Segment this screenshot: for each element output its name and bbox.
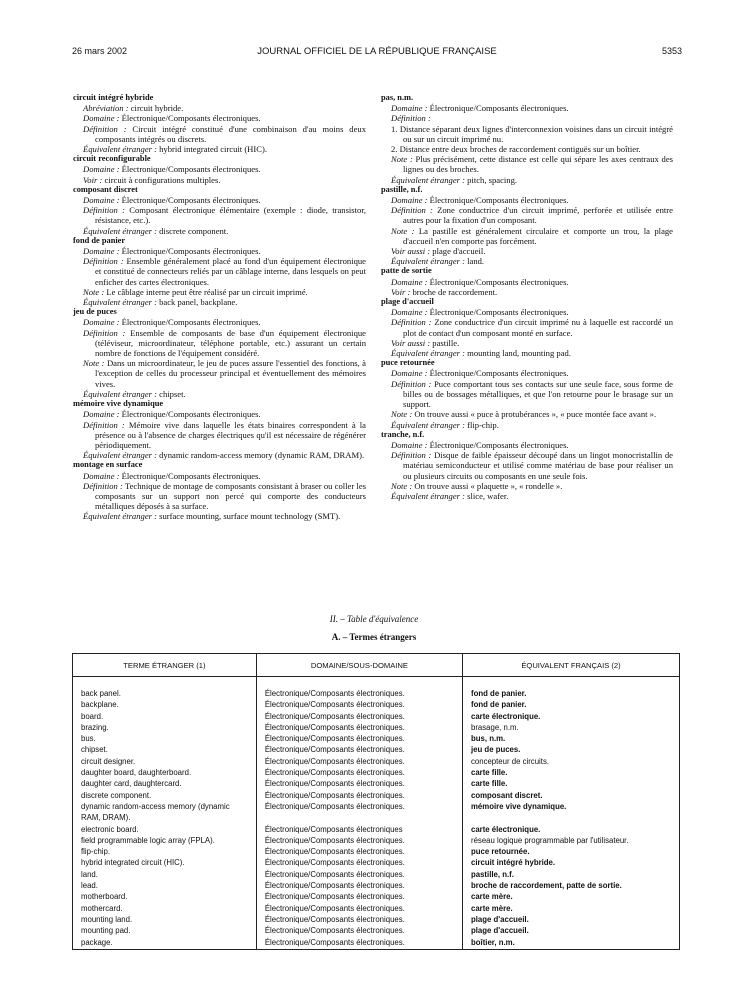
entry-field-equivalent [381, 175, 673, 185]
entry-term: fond de panier [73, 235, 126, 245]
field-label: Définition : [83, 327, 126, 338]
french-equivalent-cell: carte électronique. [463, 712, 680, 723]
table-bottom-row [73, 949, 680, 950]
table-row [73, 734, 680, 745]
french-equivalent-cell: boîtier, n.m. [463, 938, 680, 949]
french-equivalent-cell: carte électronique. [463, 825, 680, 836]
foreign-term-cell: backplane. [73, 700, 257, 711]
french-equivalent-cell: bus, n.m. [463, 734, 680, 745]
header-date: 26 mars 2002 [72, 46, 128, 56]
entry-field [73, 511, 366, 521]
field-text: Électronique/Composants électroniques. [427, 195, 569, 206]
field-text: Le câblage interne peut être réalisé par un circuit imprimé. [104, 286, 308, 297]
right-column-entries [381, 185, 673, 501]
field-label: Voir aussi : [391, 246, 431, 257]
french-equivalent-cell: carte mère. [463, 904, 680, 915]
dictionary-entry [381, 266, 673, 297]
entry-term: mémoire vive dynamique [73, 399, 164, 409]
dictionary-entry [73, 399, 366, 460]
spacer-cell [256, 677, 462, 690]
field-text: Électronique/Composants électroniques. [119, 195, 261, 206]
field-text: Disque de faible épaisseur découpé dans un lingot monocristallin de matériau semiconducteur et utilisé comme matériau de base pour réaliser un ou plusieurs circuits ou composants en une seule fois. [403, 450, 673, 481]
field-label: Équivalent étranger : [83, 450, 157, 461]
entry-term: jeu de puces [73, 307, 117, 317]
table-row [73, 847, 680, 858]
domain-cell: Électronique/Composants électroniques. [256, 858, 462, 869]
field-text: Électronique/Composants électroniques. [427, 103, 569, 114]
french-equivalent-cell: carte mère. [463, 892, 680, 903]
entry-field [73, 328, 366, 359]
field-text: Électronique/Composants électroniques. [119, 164, 261, 175]
entry-field [381, 317, 673, 337]
entry-field [381, 481, 673, 491]
domain-cell: Électronique/Composants électroniques. [256, 836, 462, 847]
foreign-term-cell: package. [73, 938, 257, 949]
foreign-term-cell: discrete component. [73, 791, 257, 802]
foreign-term-cell: motherboard. [73, 892, 257, 903]
entry-field [73, 144, 366, 154]
dictionary-entry [381, 185, 673, 267]
entry-field [73, 471, 366, 481]
field-text: pastille. [430, 337, 460, 348]
definition-item-1: 1. Distance séparant deux lignes d'interconnexion voisines dans un circuit intégré ou sur un circuit imprimé nu. [391, 123, 673, 144]
table-row [73, 779, 680, 790]
foreign-term-cell: flip-chip. [73, 847, 257, 858]
field-text: Zone conductrice d'un circuit imprimé nu à laquelle est raccordé un plot de contact d'un composant monté en surface. [403, 317, 673, 338]
foreign-term-cell: board. [73, 712, 257, 723]
entry-field [73, 124, 366, 144]
domain-cell: Électronique/Composants électroniques. [256, 757, 462, 768]
entry-field [73, 226, 366, 236]
field-text: On trouve aussi « puce à protubérances », « puce montée face avant ». [412, 409, 657, 420]
field-label: Domaine : [83, 113, 120, 124]
table-bottom-cell [463, 949, 680, 950]
entry-field [73, 317, 366, 327]
field-text: Zone conductrice d'un circuit imprimé, perforée et utilisée entre autres pour la fixation d'un composant. [403, 205, 673, 226]
field-label: Équivalent étranger : [83, 297, 157, 308]
domain-cell: Électronique/Composants électroniques. [256, 689, 462, 700]
domain-cell: Électronique/Composants électroniques. [256, 768, 462, 779]
domain-cell: Électronique/Composants électroniques. [256, 791, 462, 802]
field-text: On trouve aussi « plaquette », « rondelle ». [412, 480, 563, 491]
entry-field [381, 379, 673, 410]
field-label: Abréviation : [83, 103, 129, 114]
field-text: Ensemble de composants de base d'un équipement électronique (téléviseur, microordinateur, téléphone portable, etc.) assurant un certain nombre de fonctions de l'équipement considéré. [95, 327, 366, 359]
entry-field [381, 205, 673, 225]
field-label: Équivalent étranger : [83, 511, 157, 522]
foreign-term-cell: electronic board. [73, 825, 257, 836]
entry-term: patte de sortie [381, 266, 432, 276]
column-header-foreign-term: TERME ÉTRANGER (1) [73, 654, 257, 677]
field-label: Équivalent étranger : [391, 174, 465, 185]
field-text: plage d'accueil. [430, 246, 486, 257]
entry-field [73, 256, 366, 287]
dictionary-entry [381, 430, 673, 501]
field-label: Définition : [391, 378, 432, 389]
dictionary-entry [381, 297, 673, 358]
header-page-number: 5353 [661, 46, 682, 56]
dictionary-entry [73, 93, 366, 154]
foreign-term-cell: daughter card, daughtercard. [73, 779, 257, 790]
domain-cell: Électronique/Composants électroniques. [256, 779, 462, 790]
dictionary-entry [73, 236, 366, 307]
table-row [73, 938, 680, 949]
entry-field [381, 409, 673, 419]
domain-cell: Électronique/Composants électroniques. [256, 734, 462, 745]
entry-term: circuit intégré hybride [73, 93, 154, 102]
table-row [73, 700, 680, 711]
field-label: Équivalent étranger : [391, 348, 465, 359]
entry-field-note [381, 154, 673, 174]
domain-cell: Électronique/Composants électroniques. [256, 892, 462, 903]
field-text: Électronique/Composants électroniques. [119, 409, 261, 420]
field-label: Voir : [83, 174, 103, 185]
table-row [73, 825, 680, 836]
field-text: surface mounting, surface mount technology (SMT). [156, 511, 341, 522]
section-title [0, 614, 748, 624]
field-label: Voir : [391, 286, 411, 297]
field-label: Note : [391, 480, 413, 491]
entry-term: pastille, n.f. [381, 184, 423, 194]
field-text: Électronique/Composants électroniques. [119, 113, 261, 124]
domain-cell: Électronique/Composants électroniques. [256, 938, 462, 949]
field-text: Puce comportant tous ses contacts sur une seule face, sous forme de billes ou de bossages métalliques, et que l'on retourne pour le brasage sur un support. [403, 378, 673, 410]
field-label: Note : [83, 358, 105, 369]
table-row [73, 802, 680, 813]
entry-field [73, 420, 366, 451]
foreign-term-cell: back panel. [73, 689, 257, 700]
foreign-term-cell: bus. [73, 734, 257, 745]
entry-field [73, 358, 366, 389]
entry-field [73, 389, 366, 399]
entry-field [381, 195, 673, 205]
table-row [73, 836, 680, 847]
header-journal-title: JOURNAL OFFICIEL DE LA RÉPUBLIQUE FRANÇAISE [257, 46, 497, 57]
entry-field [381, 348, 673, 358]
field-label: Domaine : [391, 195, 428, 206]
definition-label: Définition : [391, 113, 431, 124]
table-body [73, 677, 680, 950]
domain-cell: Électronique/Composants électroniques. [256, 802, 462, 813]
domain-cell: Électronique/Composants électroniques. [256, 915, 462, 926]
field-label: Équivalent étranger : [391, 419, 465, 430]
table-row [73, 892, 680, 903]
table-row [73, 757, 680, 768]
entry-field [73, 175, 366, 185]
field-text: Dans un microordinateur, le jeu de puces assure l'essentiel des fonctions, à l'exception de celles du processeur principal et éventuellement des mémoires vives. [95, 358, 366, 389]
field-label: Domaine : [391, 368, 428, 379]
field-label: Domaine : [83, 164, 120, 175]
dictionary-entry [73, 154, 366, 185]
entry-field [381, 226, 673, 246]
entry-field-domain [381, 103, 673, 113]
foreign-term-cell: mounting pad. [73, 926, 257, 937]
field-text: Électronique/Composants électroniques. [119, 317, 261, 328]
entry-field [73, 287, 366, 297]
field-text: Composant électronique élémentaire (exemple : diode, transistor, résistance, etc.). [95, 205, 366, 226]
table-row [73, 870, 680, 881]
field-text: Mémoire vive dans laquelle les états binaires correspondent à la présence ou à l'absence de charges électriques qu'il est nécessaire de régénérer périodiquement. [95, 419, 366, 450]
foreign-term-cell: lead. [73, 881, 257, 892]
field-text: pitch, spacing. [464, 174, 518, 185]
left-column [73, 93, 366, 522]
field-label: Domaine : [83, 195, 120, 206]
entry-field [73, 113, 366, 123]
field-text: Électronique/Composants électroniques. [427, 368, 569, 379]
table-row [73, 723, 680, 734]
entry-field [381, 420, 673, 430]
entry-field [73, 297, 366, 307]
foreign-term-cell: RAM, DRAM). [73, 813, 257, 824]
entry-field [73, 450, 366, 460]
field-text: Ensemble généralement placé au fond d'un équipement électronique et constitué de connecteurs reliés par un câblage interne, dans lesquels on peut enficher des cartes électroniques. [95, 256, 366, 287]
french-equivalent-cell: réseau logique programmable par l'utilisateur. [463, 836, 680, 847]
french-equivalent-cell: concepteur de circuits. [463, 757, 680, 768]
foreign-term-cell: land. [73, 870, 257, 881]
french-equivalent-cell: puce retournée. [463, 847, 680, 858]
field-text: Électronique/Composants électroniques. [119, 470, 261, 481]
entry-term: plage d'accueil [381, 297, 434, 307]
foreign-term-cell: dynamic random-access memory (dynamic [73, 802, 257, 813]
foreign-term-cell: mounting land. [73, 915, 257, 926]
domain-cell: Électronique/Composants électroniques. [256, 723, 462, 734]
foreign-term-cell: field programmable logic array (FPLA). [73, 836, 257, 847]
field-label: Équivalent étranger : [83, 225, 157, 236]
domain-cell: Électronique/Composants électroniques. [256, 881, 462, 892]
domain-cell [256, 813, 462, 824]
field-text: slice, wafer. [464, 490, 509, 501]
entry-field [73, 195, 366, 205]
table-spacer-row [73, 677, 680, 690]
french-equivalent-cell: carte fille. [463, 779, 680, 790]
table-row [73, 926, 680, 937]
entry-term: composant discret [73, 184, 138, 194]
foreign-term-cell: daughter board, daughterboard. [73, 768, 257, 779]
domain-cell: Électronique/Composants électroniques. [256, 870, 462, 881]
field-label: Domaine : [391, 439, 428, 450]
entry-field [73, 164, 366, 174]
table-row [73, 712, 680, 723]
field-label: Définition : [83, 123, 127, 134]
french-equivalent-cell: composant discret. [463, 791, 680, 802]
table-row [73, 904, 680, 915]
field-text: chipset. [156, 388, 186, 399]
domain-cell: Électronique/Composants électroniques. [256, 700, 462, 711]
foreign-term-cell: brazing. [73, 723, 257, 734]
french-equivalent-cell: mémoire vive dynamique. [463, 802, 680, 813]
field-text: mounting land, mounting pad. [464, 348, 571, 359]
table-row [73, 813, 680, 824]
foreign-term-cell: circuit designer. [73, 757, 257, 768]
entry-field [381, 491, 673, 501]
table-row [73, 791, 680, 802]
field-label: Définition : [391, 450, 432, 461]
dictionary-entry [381, 358, 673, 429]
field-text: flip-chip. [464, 419, 499, 430]
field-text: circuit à configurations multiples. [102, 174, 221, 185]
table-row [73, 768, 680, 779]
field-text: Électronique/Composants électroniques. [427, 307, 569, 318]
entry-field [381, 368, 673, 378]
field-text: Technique de montage de composants consistant à braser ou coller les composants sur un support non percé qui comporte des conducteurs métalliques déposés à sa surface. [95, 480, 366, 512]
entry-term: pas, n.m. [381, 93, 414, 102]
field-text: Électronique/Composants électroniques. [427, 276, 569, 287]
equivalence-table [72, 653, 680, 950]
entry-term: puce retournée [381, 358, 435, 368]
french-equivalent-cell [463, 813, 680, 824]
french-equivalent-cell: jeu de puces. [463, 745, 680, 756]
spacer-cell [463, 677, 680, 690]
french-equivalent-cell: carte fille. [463, 768, 680, 779]
field-label: Équivalent étranger : [391, 490, 465, 501]
field-label: Note : [391, 154, 413, 165]
field-label: Équivalent étranger : [83, 144, 157, 155]
section-subtitle: A. – Termes étrangers [331, 632, 417, 642]
table-row [73, 745, 680, 756]
field-label: Domaine : [83, 470, 120, 481]
field-text: La pastille est généralement circulaire et comporte un trou, la plage d'accueil n'en comporte pas forcément. [403, 225, 673, 246]
french-equivalent-cell: plage d'accueil. [463, 915, 680, 926]
entry-field [73, 205, 366, 225]
field-text: discrete component. [156, 225, 229, 236]
foreign-term-cell: mothercard. [73, 904, 257, 915]
field-label: Domaine : [391, 103, 428, 114]
table-bottom-cell [73, 949, 257, 950]
spacer-cell [73, 677, 257, 690]
field-label: Définition : [83, 256, 124, 267]
entry-field [381, 277, 673, 287]
entry-term: tranche, n.f. [381, 429, 425, 439]
entry-field [381, 246, 673, 256]
table-row [73, 915, 680, 926]
field-text: circuit hybride. [128, 103, 184, 114]
french-equivalent-cell: fond de panier. [463, 689, 680, 700]
field-label: Définition : [391, 317, 432, 328]
field-label: Définition : [83, 205, 125, 216]
entry-term: montage en surface [73, 460, 143, 470]
field-label: Équivalent étranger : [391, 256, 465, 267]
field-text: broche de raccordement. [410, 286, 498, 297]
french-equivalent-cell: fond de panier. [463, 700, 680, 711]
page-header [72, 46, 682, 60]
entry-pas [381, 93, 673, 185]
dictionary-entry [73, 307, 366, 399]
field-label: Définition : [83, 419, 125, 430]
domain-cell: Électronique/Composants électroniques. [256, 926, 462, 937]
field-text: Électronique/Composants électroniques. [119, 246, 261, 257]
entry-field [381, 307, 673, 317]
field-label: Note : [83, 286, 105, 297]
entry-field [73, 409, 366, 419]
field-text: dynamic random-access memory (dynamic RAM, DRAM). [156, 450, 365, 461]
entry-term: circuit reconfigurable [73, 154, 151, 164]
entry-field [73, 481, 366, 512]
dictionary-entry [73, 460, 366, 521]
table-row [73, 858, 680, 869]
field-label: Voir aussi : [391, 337, 431, 348]
field-label: Note : [391, 225, 415, 236]
right-column [381, 93, 673, 501]
french-equivalent-cell: pastille, n.f. [463, 870, 680, 881]
field-label: Définition : [83, 480, 123, 491]
field-label: Domaine : [83, 246, 120, 257]
field-text: Électronique/Composants électroniques. [427, 439, 569, 450]
foreign-term-cell: hybrid integrated circuit (HIC). [73, 858, 257, 869]
domain-cell: Électronique/Composants électroniques [256, 825, 462, 836]
entry-field [381, 287, 673, 297]
field-label: Équivalent étranger : [83, 388, 157, 399]
french-equivalent-cell: broche de raccordement, patte de sortie. [463, 881, 680, 892]
field-text: Plus précisément, cette distance est celle qui sépare les axes centraux des lignes ou des broches. [403, 154, 673, 175]
field-label: Domaine : [391, 276, 428, 287]
domain-cell: Électronique/Composants électroniques. [256, 712, 462, 723]
domain-cell: Électronique/Composants électroniques. [256, 745, 462, 756]
entry-field [381, 256, 673, 266]
table-row [73, 881, 680, 892]
french-equivalent-cell: brasage, n.m. [463, 723, 680, 734]
domain-cell: Électronique/Composants électroniques. [256, 847, 462, 858]
french-equivalent-cell: circuit intégré hybride. [463, 858, 680, 869]
entry-field [381, 450, 673, 481]
field-label: Domaine : [83, 317, 120, 328]
entry-field [73, 246, 366, 256]
table-bottom-cell [256, 949, 462, 950]
column-header-french-equivalent: ÉQUIVALENT FRANÇAIS (2) [463, 654, 680, 677]
french-equivalent-cell: plage d'accueil. [463, 926, 680, 937]
table-row [73, 689, 680, 700]
field-label: Domaine : [391, 307, 428, 318]
field-label: Définition : [391, 205, 433, 216]
field-text: hybrid integrated circuit (HIC). [156, 144, 267, 155]
definition-item-2: 2. Distance entre deux broches de raccordement contiguës sur un boîtier. [391, 144, 641, 155]
foreign-term-cell: chipset. [73, 745, 257, 756]
entry-field [73, 103, 366, 113]
dictionary-entry [73, 185, 366, 236]
table-header-row [73, 654, 680, 677]
field-label: Note : [391, 409, 413, 420]
field-text: back panel, backplane. [156, 297, 238, 308]
entry-field [381, 440, 673, 450]
domain-cell: Électronique/Composants électroniques. [256, 904, 462, 915]
field-text: land. [464, 256, 485, 267]
section-title-text: II. – Table d'équivalence [329, 614, 419, 624]
field-label: Domaine : [83, 409, 120, 420]
column-header-domain: DOMAINE/SOUS-DOMAINE [256, 654, 462, 677]
entry-field [381, 338, 673, 348]
field-text: Circuit intégré constitué d'une combinaison d'au moins deux composants intégrés ou discrets. [95, 123, 366, 144]
